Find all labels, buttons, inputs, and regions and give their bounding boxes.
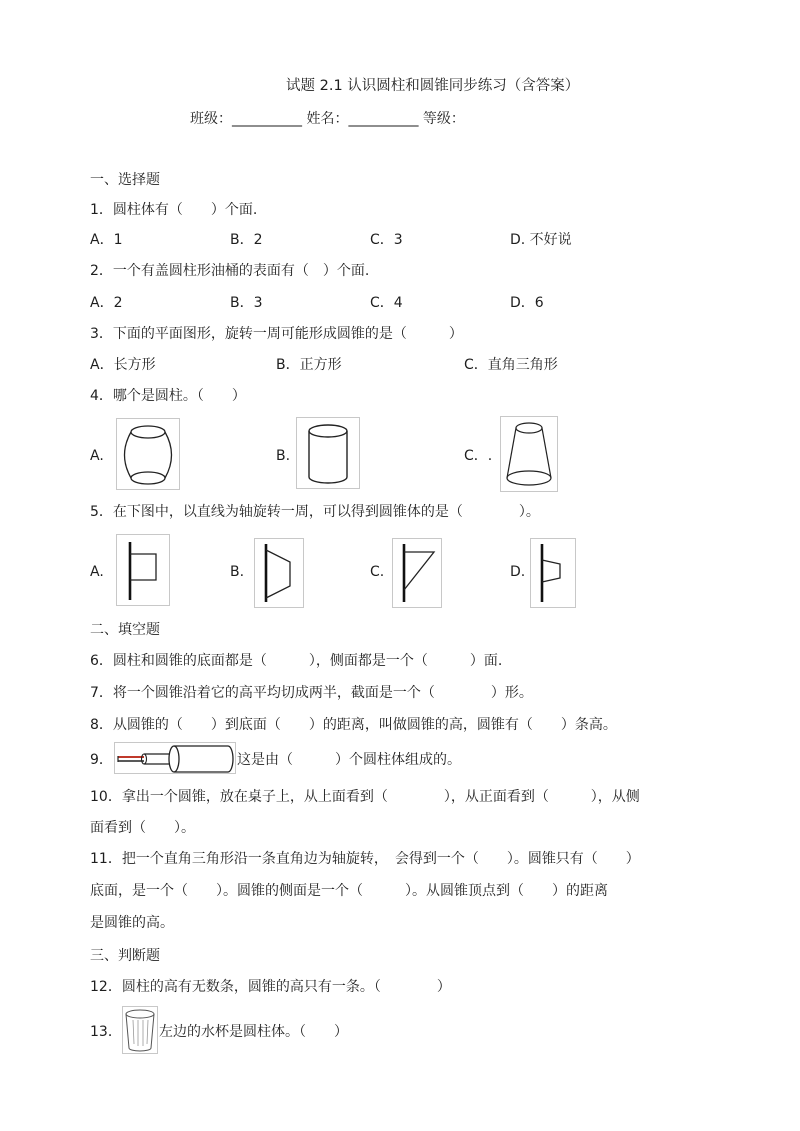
question-11-line-2: 底面，是一个（ ）。圆锥的侧面是一个（ ）。从圆锥顶点到（ ）的距离 <box>90 883 608 899</box>
section-heading-judge: 三、判断题 <box>90 948 160 964</box>
q2-option-a: A．2 <box>90 295 123 311</box>
q5-option-d-label: D. <box>510 564 526 580</box>
question-5-stem: 5．在下图中，以直线为轴旋转一周，可以得到圆锥体的是（ ）。 <box>90 504 540 520</box>
student-info-line: 班级：__________ 姓名：__________ 等级： <box>190 111 465 127</box>
q3-option-a: A．长方形 <box>90 357 156 373</box>
question-13-number: 13． <box>90 1024 122 1040</box>
question-6-stem: 6．圆柱和圆锥的底面都是（ ），侧面都是一个（ ）面. <box>90 653 503 669</box>
question-10-line-2: 面看到（ ）。 <box>90 820 195 836</box>
q1-option-a: A．1 <box>90 232 123 248</box>
q1-option-d: D. 不好说 <box>510 232 572 248</box>
cylinder-figure <box>296 417 360 493</box>
question-10-line-1: 10．拿出一个圆锥，放在桌子上，从上面看到（ ），从正面看到（ ），从侧 <box>90 789 640 805</box>
question-2-stem: 2．一个有盖圆柱形油桶的表面有（ ）个面. <box>90 263 370 279</box>
question-9-stem: 这是由（ ）个圆柱体组成的。 <box>237 752 461 768</box>
q3-option-b: B．正方形 <box>276 357 342 373</box>
axis-triangle-figure <box>392 538 442 612</box>
q1-option-c: C．3 <box>370 232 403 248</box>
question-4-stem: 4．哪个是圆柱。（ ） <box>90 388 246 404</box>
q5-option-c-label: C. <box>370 564 385 580</box>
q4-option-a-label: A. <box>90 448 104 464</box>
axis-rectangle-figure <box>116 534 170 610</box>
question-12-stem: 12．圆柱的高有无数条，圆锥的高只有一条。（ ） <box>90 979 451 995</box>
q2-option-b: B．3 <box>230 295 263 311</box>
q2-option-c: C．4 <box>370 295 403 311</box>
water-cup-figure <box>122 1006 158 1058</box>
axis-trapezoid-figure <box>254 538 304 612</box>
q1-option-b: B．2 <box>230 232 263 248</box>
question-13-stem: 左边的水杯是圆柱体。（ ） <box>159 1024 348 1040</box>
question-11-line-3: 是圆锥的高。 <box>90 915 174 931</box>
question-1-stem: 1．圆柱体有（ ）个面. <box>90 202 258 218</box>
page-title: 试题 2.1 认识圆柱和圆锥同步练习（含答案） <box>286 78 580 94</box>
q5-option-a-label: A. <box>90 564 104 580</box>
question-9-number: 9． <box>90 752 113 768</box>
barrel-figure <box>116 418 180 494</box>
q2-option-d: D．6 <box>510 295 544 311</box>
nested-cylinders-figure <box>114 742 236 778</box>
q3-option-c: C．直角三角形 <box>464 357 558 373</box>
q4-option-b-label: B. <box>276 448 291 464</box>
q5-option-b-label: B. <box>230 564 245 580</box>
section-heading-choice: 一、选择题 <box>90 172 160 188</box>
q4-option-c-label: C．. <box>464 448 493 464</box>
question-3-stem: 3．下面的平面图形，旋转一周可能形成圆锥的是（ ） <box>90 326 463 342</box>
question-11-line-1: 11．把一个直角三角形沿一条直角边为轴旋转， 会得到一个（ ）。圆锥只有（ ） <box>90 851 640 867</box>
section-heading-fill: 二、填空题 <box>90 622 160 638</box>
axis-small-trapezoid-figure <box>530 538 576 612</box>
frustum-figure <box>500 416 558 496</box>
question-7-stem: 7．将一个圆锥沿着它的高平均切成两半，截面是一个（ ）形。 <box>90 685 533 701</box>
question-8-stem: 8．从圆锥的（ ）到底面（ ）的距离，叫做圆锥的高，圆锥有（ ）条高。 <box>90 717 617 733</box>
